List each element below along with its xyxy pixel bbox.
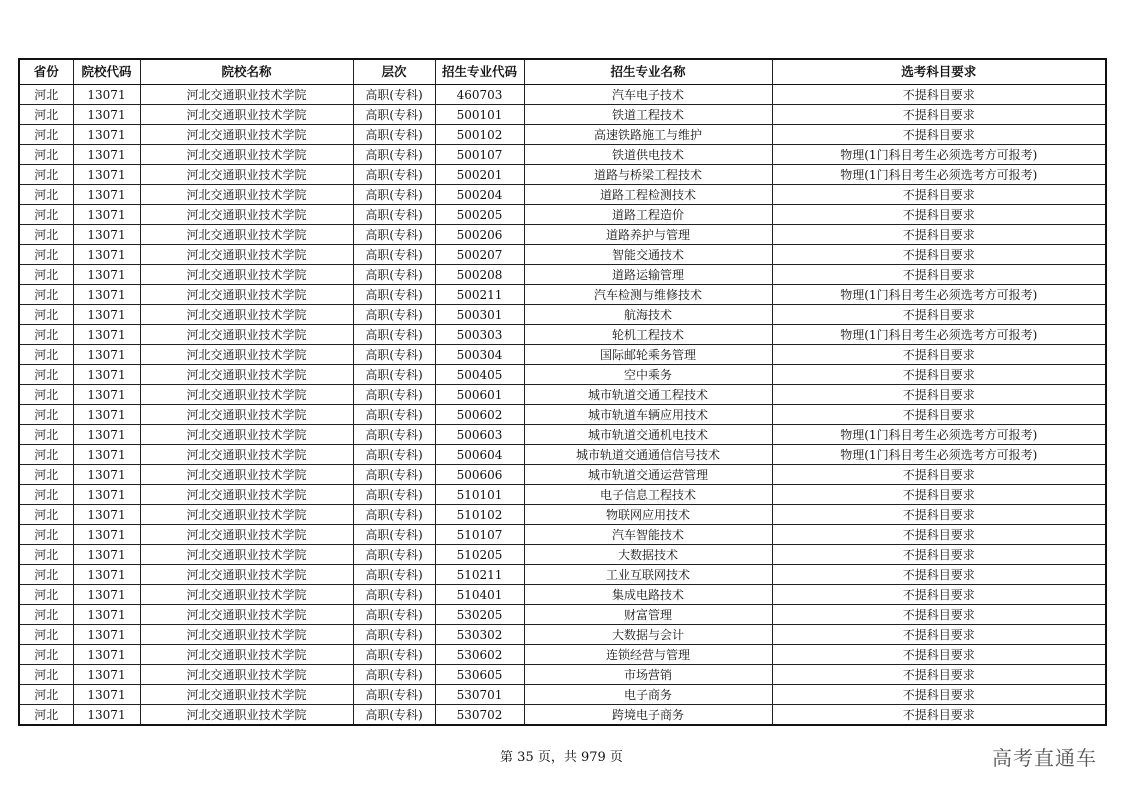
subject-requirement-cell: 不提科目要求 bbox=[772, 525, 1106, 545]
major-code-cell: 500102 bbox=[435, 125, 524, 145]
header-level: 层次 bbox=[353, 59, 435, 85]
watermark: 高考直通车 bbox=[992, 746, 1097, 770]
level-cell: 高职(专科) bbox=[353, 365, 435, 385]
school-code-cell: 13071 bbox=[73, 185, 140, 205]
table-row bbox=[19, 665, 1106, 685]
table-row bbox=[19, 645, 1106, 665]
major-name-cell: 道路工程造价 bbox=[524, 205, 772, 225]
major-code-cell: 530605 bbox=[435, 665, 524, 685]
subject-requirement-cell: 物理(1门科目考生必须选考方可报考) bbox=[772, 325, 1106, 345]
table-row bbox=[19, 485, 1106, 505]
major-name-cell: 道路养护与管理 bbox=[524, 225, 772, 245]
level-cell: 高职(专科) bbox=[353, 245, 435, 265]
province-cell: 河北 bbox=[19, 145, 73, 165]
province-cell: 河北 bbox=[19, 125, 73, 145]
school-name-cell: 河北交通职业技术学院 bbox=[140, 445, 353, 465]
level-cell: 高职(专科) bbox=[353, 645, 435, 665]
school-code-cell: 13071 bbox=[73, 325, 140, 345]
major-name-cell: 城市轨道交通运营管理 bbox=[524, 465, 772, 485]
school-code-cell: 13071 bbox=[73, 305, 140, 325]
table-row bbox=[19, 345, 1106, 365]
major-code-cell: 500601 bbox=[435, 385, 524, 405]
school-code-cell: 13071 bbox=[73, 705, 140, 726]
subject-requirement-cell: 不提科目要求 bbox=[772, 565, 1106, 585]
admission-table bbox=[18, 58, 1107, 726]
subject-requirement-cell: 不提科目要求 bbox=[772, 665, 1106, 685]
province-cell: 河北 bbox=[19, 705, 73, 726]
level-cell: 高职(专科) bbox=[353, 205, 435, 225]
subject-requirement-cell: 不提科目要求 bbox=[772, 305, 1106, 325]
major-name-cell: 铁道工程技术 bbox=[524, 105, 772, 125]
province-cell: 河北 bbox=[19, 345, 73, 365]
school-code-cell: 13071 bbox=[73, 685, 140, 705]
province-cell: 河北 bbox=[19, 185, 73, 205]
major-name-cell: 航海技术 bbox=[524, 305, 772, 325]
school-name-cell: 河北交通职业技术学院 bbox=[140, 385, 353, 405]
school-name-cell: 河北交通职业技术学院 bbox=[140, 125, 353, 145]
level-cell: 高职(专科) bbox=[353, 285, 435, 305]
table-row bbox=[19, 145, 1106, 165]
province-cell: 河北 bbox=[19, 685, 73, 705]
school-name-cell: 河北交通职业技术学院 bbox=[140, 625, 353, 645]
school-code-cell: 13071 bbox=[73, 525, 140, 545]
major-code-cell: 510211 bbox=[435, 565, 524, 585]
major-name-cell: 汽车电子技术 bbox=[524, 85, 772, 105]
subject-requirement-cell: 不提科目要求 bbox=[772, 605, 1106, 625]
level-cell: 高职(专科) bbox=[353, 105, 435, 125]
level-cell: 高职(专科) bbox=[353, 325, 435, 345]
subject-requirement-cell: 不提科目要求 bbox=[772, 345, 1106, 365]
subject-requirement-cell: 不提科目要求 bbox=[772, 365, 1106, 385]
province-cell: 河北 bbox=[19, 285, 73, 305]
major-code-cell: 500206 bbox=[435, 225, 524, 245]
major-name-cell: 国际邮轮乘务管理 bbox=[524, 345, 772, 365]
table-row bbox=[19, 365, 1106, 385]
major-name-cell: 道路运输管理 bbox=[524, 265, 772, 285]
school-name-cell: 河北交通职业技术学院 bbox=[140, 505, 353, 525]
school-name-cell: 河北交通职业技术学院 bbox=[140, 705, 353, 726]
table-row bbox=[19, 545, 1106, 565]
major-name-cell: 城市轨道车辆应用技术 bbox=[524, 405, 772, 425]
major-name-cell: 集成电路技术 bbox=[524, 585, 772, 605]
school-name-cell: 河北交通职业技术学院 bbox=[140, 205, 353, 225]
school-code-cell: 13071 bbox=[73, 145, 140, 165]
school-name-cell: 河北交通职业技术学院 bbox=[140, 105, 353, 125]
major-code-cell: 460703 bbox=[435, 85, 524, 105]
table-row bbox=[19, 325, 1106, 345]
major-name-cell: 道路与桥梁工程技术 bbox=[524, 165, 772, 185]
table-row bbox=[19, 625, 1106, 645]
table-row bbox=[19, 125, 1106, 145]
school-code-cell: 13071 bbox=[73, 485, 140, 505]
level-cell: 高职(专科) bbox=[353, 505, 435, 525]
school-name-cell: 河北交通职业技术学院 bbox=[140, 325, 353, 345]
level-cell: 高职(专科) bbox=[353, 605, 435, 625]
subject-requirement-cell: 不提科目要求 bbox=[772, 105, 1106, 125]
school-code-cell: 13071 bbox=[73, 565, 140, 585]
school-name-cell: 河北交通职业技术学院 bbox=[140, 245, 353, 265]
header-major-name: 招生专业名称 bbox=[524, 59, 772, 85]
major-code-cell: 500604 bbox=[435, 445, 524, 465]
major-code-cell: 530701 bbox=[435, 685, 524, 705]
province-cell: 河北 bbox=[19, 365, 73, 385]
school-name-cell: 河北交通职业技术学院 bbox=[140, 165, 353, 185]
major-code-cell: 530602 bbox=[435, 645, 524, 665]
table-row bbox=[19, 705, 1106, 726]
school-name-cell: 河北交通职业技术学院 bbox=[140, 545, 353, 565]
province-cell: 河北 bbox=[19, 525, 73, 545]
subject-requirement-cell: 不提科目要求 bbox=[772, 505, 1106, 525]
table-row bbox=[19, 525, 1106, 545]
province-cell: 河北 bbox=[19, 245, 73, 265]
subject-requirement-cell: 不提科目要求 bbox=[772, 125, 1106, 145]
province-cell: 河北 bbox=[19, 385, 73, 405]
school-name-cell: 河北交通职业技术学院 bbox=[140, 565, 353, 585]
school-code-cell: 13071 bbox=[73, 425, 140, 445]
major-code-cell: 500303 bbox=[435, 325, 524, 345]
table-row bbox=[19, 105, 1106, 125]
subject-requirement-cell: 物理(1门科目考生必须选考方可报考) bbox=[772, 425, 1106, 445]
subject-requirement-cell: 不提科目要求 bbox=[772, 225, 1106, 245]
major-code-cell: 500205 bbox=[435, 205, 524, 225]
subject-requirement-cell: 不提科目要求 bbox=[772, 685, 1106, 705]
school-name-cell: 河北交通职业技术学院 bbox=[140, 645, 353, 665]
school-name-cell: 河北交通职业技术学院 bbox=[140, 365, 353, 385]
province-cell: 河北 bbox=[19, 225, 73, 245]
table-row bbox=[19, 445, 1106, 465]
province-cell: 河北 bbox=[19, 665, 73, 685]
province-cell: 河北 bbox=[19, 205, 73, 225]
header-school-name: 院校名称 bbox=[140, 59, 353, 85]
level-cell: 高职(专科) bbox=[353, 265, 435, 285]
school-name-cell: 河北交通职业技术学院 bbox=[140, 525, 353, 545]
province-cell: 河北 bbox=[19, 505, 73, 525]
table-row bbox=[19, 425, 1106, 445]
province-cell: 河北 bbox=[19, 645, 73, 665]
header-major-code: 招生专业代码 bbox=[435, 59, 524, 85]
subject-requirement-cell: 不提科目要求 bbox=[772, 85, 1106, 105]
major-code-cell: 500211 bbox=[435, 285, 524, 305]
major-name-cell: 城市轨道交通机电技术 bbox=[524, 425, 772, 445]
school-code-cell: 13071 bbox=[73, 445, 140, 465]
school-name-cell: 河北交通职业技术学院 bbox=[140, 345, 353, 365]
school-name-cell: 河北交通职业技术学院 bbox=[140, 305, 353, 325]
level-cell: 高职(专科) bbox=[353, 305, 435, 325]
major-name-cell: 智能交通技术 bbox=[524, 245, 772, 265]
school-name-cell: 河北交通职业技术学院 bbox=[140, 425, 353, 445]
school-code-cell: 13071 bbox=[73, 85, 140, 105]
school-code-cell: 13071 bbox=[73, 365, 140, 385]
table-row bbox=[19, 385, 1106, 405]
province-cell: 河北 bbox=[19, 305, 73, 325]
major-name-cell: 城市轨道交通通信信号技术 bbox=[524, 445, 772, 465]
table-row bbox=[19, 605, 1106, 625]
province-cell: 河北 bbox=[19, 405, 73, 425]
major-name-cell: 城市轨道交通工程技术 bbox=[524, 385, 772, 405]
subject-requirement-cell: 不提科目要求 bbox=[772, 205, 1106, 225]
school-name-cell: 河北交通职业技术学院 bbox=[140, 405, 353, 425]
major-code-cell: 510401 bbox=[435, 585, 524, 605]
table-header-row bbox=[19, 59, 1106, 85]
major-code-cell: 530302 bbox=[435, 625, 524, 645]
province-cell: 河北 bbox=[19, 445, 73, 465]
province-cell: 河北 bbox=[19, 425, 73, 445]
school-code-cell: 13071 bbox=[73, 545, 140, 565]
major-name-cell: 市场营销 bbox=[524, 665, 772, 685]
school-code-cell: 13071 bbox=[73, 405, 140, 425]
major-name-cell: 铁道供电技术 bbox=[524, 145, 772, 165]
major-name-cell: 轮机工程技术 bbox=[524, 325, 772, 345]
subject-requirement-cell: 不提科目要求 bbox=[772, 265, 1106, 285]
school-name-cell: 河北交通职业技术学院 bbox=[140, 685, 353, 705]
table-row bbox=[19, 465, 1106, 485]
level-cell: 高职(专科) bbox=[353, 585, 435, 605]
school-code-cell: 13071 bbox=[73, 465, 140, 485]
subject-requirement-cell: 物理(1门科目考生必须选考方可报考) bbox=[772, 285, 1106, 305]
school-code-cell: 13071 bbox=[73, 385, 140, 405]
table-row bbox=[19, 205, 1106, 225]
major-code-cell: 530702 bbox=[435, 705, 524, 726]
header-province: 省份 bbox=[19, 59, 73, 85]
major-code-cell: 500405 bbox=[435, 365, 524, 385]
major-code-cell: 510102 bbox=[435, 505, 524, 525]
level-cell: 高职(专科) bbox=[353, 125, 435, 145]
major-code-cell: 500603 bbox=[435, 425, 524, 445]
level-cell: 高职(专科) bbox=[353, 565, 435, 585]
province-cell: 河北 bbox=[19, 105, 73, 125]
school-name-cell: 河北交通职业技术学院 bbox=[140, 585, 353, 605]
major-code-cell: 510205 bbox=[435, 545, 524, 565]
table-body bbox=[19, 85, 1106, 726]
major-name-cell: 高速铁路施工与维护 bbox=[524, 125, 772, 145]
major-code-cell: 500204 bbox=[435, 185, 524, 205]
table-row bbox=[19, 565, 1106, 585]
table-row bbox=[19, 245, 1106, 265]
province-cell: 河北 bbox=[19, 465, 73, 485]
school-code-cell: 13071 bbox=[73, 585, 140, 605]
level-cell: 高职(专科) bbox=[353, 525, 435, 545]
level-cell: 高职(专科) bbox=[353, 665, 435, 685]
level-cell: 高职(专科) bbox=[353, 425, 435, 445]
province-cell: 河北 bbox=[19, 545, 73, 565]
header-subject-requirement: 选考科目要求 bbox=[772, 59, 1106, 85]
school-name-cell: 河北交通职业技术学院 bbox=[140, 605, 353, 625]
table-row bbox=[19, 265, 1106, 285]
subject-requirement-cell: 物理(1门科目考生必须选考方可报考) bbox=[772, 445, 1106, 465]
major-code-cell: 500606 bbox=[435, 465, 524, 485]
level-cell: 高职(专科) bbox=[353, 465, 435, 485]
level-cell: 高职(专科) bbox=[353, 485, 435, 505]
school-name-cell: 河北交通职业技术学院 bbox=[140, 185, 353, 205]
subject-requirement-cell: 不提科目要求 bbox=[772, 625, 1106, 645]
table-row bbox=[19, 225, 1106, 245]
major-code-cell: 510101 bbox=[435, 485, 524, 505]
school-code-cell: 13071 bbox=[73, 665, 140, 685]
page-number: 第 35 页，共 979 页 bbox=[500, 750, 623, 765]
subject-requirement-cell: 不提科目要求 bbox=[772, 485, 1106, 505]
subject-requirement-cell: 不提科目要求 bbox=[772, 405, 1106, 425]
level-cell: 高职(专科) bbox=[353, 345, 435, 365]
level-cell: 高职(专科) bbox=[353, 405, 435, 425]
school-name-cell: 河北交通职业技术学院 bbox=[140, 465, 353, 485]
table-row bbox=[19, 165, 1106, 185]
major-name-cell: 大数据技术 bbox=[524, 545, 772, 565]
major-name-cell: 连锁经营与管理 bbox=[524, 645, 772, 665]
major-name-cell: 电子信息工程技术 bbox=[524, 485, 772, 505]
school-code-cell: 13071 bbox=[73, 345, 140, 365]
major-code-cell: 500201 bbox=[435, 165, 524, 185]
subject-requirement-cell: 不提科目要求 bbox=[772, 545, 1106, 565]
table-row bbox=[19, 305, 1106, 325]
subject-requirement-cell: 不提科目要求 bbox=[772, 645, 1106, 665]
table-row bbox=[19, 405, 1106, 425]
major-code-cell: 500101 bbox=[435, 105, 524, 125]
school-name-cell: 河北交通职业技术学院 bbox=[140, 285, 353, 305]
subject-requirement-cell: 不提科目要求 bbox=[772, 185, 1106, 205]
province-cell: 河北 bbox=[19, 265, 73, 285]
school-name-cell: 河北交通职业技术学院 bbox=[140, 145, 353, 165]
major-code-cell: 500301 bbox=[435, 305, 524, 325]
table-row bbox=[19, 505, 1106, 525]
subject-requirement-cell: 物理(1门科目考生必须选考方可报考) bbox=[772, 145, 1106, 165]
school-code-cell: 13071 bbox=[73, 645, 140, 665]
school-name-cell: 河北交通职业技术学院 bbox=[140, 485, 353, 505]
school-code-cell: 13071 bbox=[73, 625, 140, 645]
subject-requirement-cell: 不提科目要求 bbox=[772, 245, 1106, 265]
major-code-cell: 510107 bbox=[435, 525, 524, 545]
level-cell: 高职(专科) bbox=[353, 385, 435, 405]
province-cell: 河北 bbox=[19, 565, 73, 585]
major-code-cell: 500107 bbox=[435, 145, 524, 165]
school-name-cell: 河北交通职业技术学院 bbox=[140, 225, 353, 245]
level-cell: 高职(专科) bbox=[353, 165, 435, 185]
table-row bbox=[19, 285, 1106, 305]
major-name-cell: 大数据与会计 bbox=[524, 625, 772, 645]
level-cell: 高职(专科) bbox=[353, 225, 435, 245]
major-name-cell: 财富管理 bbox=[524, 605, 772, 625]
major-name-cell: 道路工程检测技术 bbox=[524, 185, 772, 205]
school-code-cell: 13071 bbox=[73, 105, 140, 125]
major-code-cell: 500304 bbox=[435, 345, 524, 365]
province-cell: 河北 bbox=[19, 485, 73, 505]
major-name-cell: 物联网应用技术 bbox=[524, 505, 772, 525]
school-code-cell: 13071 bbox=[73, 125, 140, 145]
level-cell: 高职(专科) bbox=[353, 545, 435, 565]
major-code-cell: 500602 bbox=[435, 405, 524, 425]
major-name-cell: 跨境电子商务 bbox=[524, 705, 772, 726]
level-cell: 高职(专科) bbox=[353, 145, 435, 165]
level-cell: 高职(专科) bbox=[353, 685, 435, 705]
table-row bbox=[19, 185, 1106, 205]
major-name-cell: 工业互联网技术 bbox=[524, 565, 772, 585]
school-name-cell: 河北交通职业技术学院 bbox=[140, 265, 353, 285]
province-cell: 河北 bbox=[19, 325, 73, 345]
province-cell: 河北 bbox=[19, 85, 73, 105]
subject-requirement-cell: 不提科目要求 bbox=[772, 585, 1106, 605]
level-cell: 高职(专科) bbox=[353, 445, 435, 465]
school-code-cell: 13071 bbox=[73, 165, 140, 185]
level-cell: 高职(专科) bbox=[353, 625, 435, 645]
school-name-cell: 河北交通职业技术学院 bbox=[140, 665, 353, 685]
major-code-cell: 530205 bbox=[435, 605, 524, 625]
table-row bbox=[19, 585, 1106, 605]
school-code-cell: 13071 bbox=[73, 205, 140, 225]
level-cell: 高职(专科) bbox=[353, 85, 435, 105]
table-row bbox=[19, 685, 1106, 705]
major-name-cell: 汽车检测与维修技术 bbox=[524, 285, 772, 305]
subject-requirement-cell: 物理(1门科目考生必须选考方可报考) bbox=[772, 165, 1106, 185]
province-cell: 河北 bbox=[19, 165, 73, 185]
school-code-cell: 13071 bbox=[73, 605, 140, 625]
school-code-cell: 13071 bbox=[73, 265, 140, 285]
school-code-cell: 13071 bbox=[73, 225, 140, 245]
school-code-cell: 13071 bbox=[73, 285, 140, 305]
school-code-cell: 13071 bbox=[73, 505, 140, 525]
province-cell: 河北 bbox=[19, 585, 73, 605]
subject-requirement-cell: 不提科目要求 bbox=[772, 385, 1106, 405]
major-name-cell: 汽车智能技术 bbox=[524, 525, 772, 545]
major-name-cell: 电子商务 bbox=[524, 685, 772, 705]
level-cell: 高职(专科) bbox=[353, 185, 435, 205]
school-name-cell: 河北交通职业技术学院 bbox=[140, 85, 353, 105]
subject-requirement-cell: 不提科目要求 bbox=[772, 465, 1106, 485]
major-code-cell: 500208 bbox=[435, 265, 524, 285]
major-name-cell: 空中乘务 bbox=[524, 365, 772, 385]
table-row bbox=[19, 85, 1106, 105]
province-cell: 河北 bbox=[19, 605, 73, 625]
province-cell: 河北 bbox=[19, 625, 73, 645]
school-code-cell: 13071 bbox=[73, 245, 140, 265]
subject-requirement-cell: 不提科目要求 bbox=[772, 705, 1106, 726]
header-school-code: 院校代码 bbox=[73, 59, 140, 85]
level-cell: 高职(专科) bbox=[353, 705, 435, 726]
major-code-cell: 500207 bbox=[435, 245, 524, 265]
